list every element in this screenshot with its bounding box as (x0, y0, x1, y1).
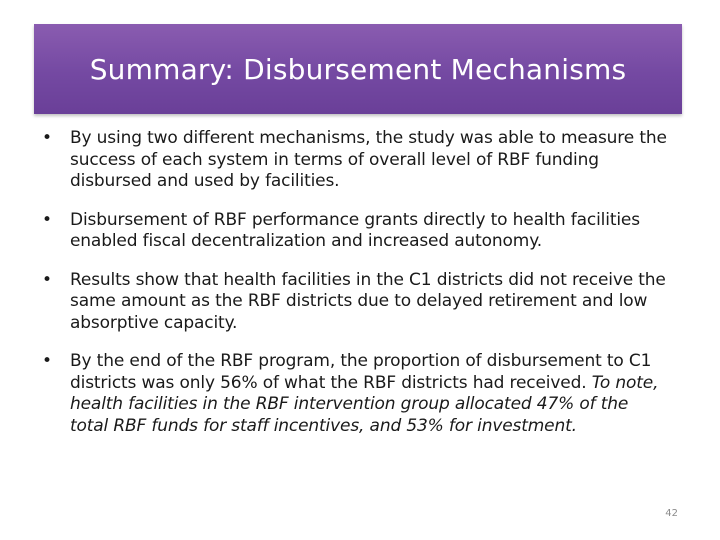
bullet-text: By using two different mechanisms, the study was able to measure the success of each system in terms of overall level of RBF funding disbursed and used by facilities. (70, 128, 667, 191)
slide-title: Summary: Disbursement Mechanisms (89, 52, 627, 86)
bullet-symbol: • (42, 351, 52, 371)
bullet-symbol: • (42, 128, 52, 148)
title-banner (34, 24, 682, 114)
bullet-item (30, 270, 670, 335)
bullet-symbol: • (42, 269, 52, 290)
bullet-item (30, 210, 670, 253)
page-number: 42 (665, 508, 678, 519)
bullet-symbol: • (42, 209, 52, 230)
bullet-list (30, 128, 670, 454)
bullet-item (30, 351, 670, 437)
bullet-italic-note: To note, health facilities in the RBF intervention group allocated 47% of the total RBF funds for staff incentives, and 53% for investment. (70, 372, 659, 436)
bullet-text: Results show that health facilities in the C1 districts did not receive the same amount as the RBF districts due to delayed retirement and low absorptive capacity. (70, 269, 666, 333)
bullet-text: By the end of the RBF program, the proportion of disbursement to C1 districts was only 56% of what the RBF districts had received. (70, 351, 652, 393)
bullet-text: Disbursement of RBF performance grants directly to health facilities enabled fiscal decentralization and increased autonomy. (70, 209, 640, 251)
bullet-item (30, 128, 670, 193)
